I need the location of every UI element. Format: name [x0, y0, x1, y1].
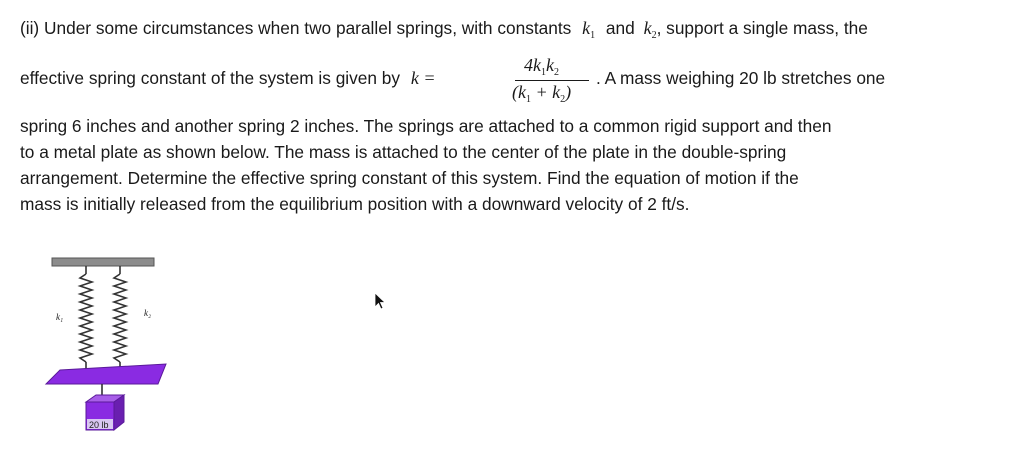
k1-symbol: $k_1$ [582, 18, 596, 41]
spring-mass-diagram [40, 252, 180, 452]
problem-line-3: spring 6 inches and another spring 2 inches. The springs are attached to a common rigid support and then [20, 116, 832, 136]
and-word: and [605, 18, 635, 38]
problem-line-1 [20, 18, 868, 39]
k2-symbol: $k_2$ [643, 18, 657, 41]
rigid-support [52, 258, 154, 266]
k-equals: k = [410, 68, 436, 88]
mass-label: 20 lb [89, 420, 109, 430]
spring-k2 [114, 266, 126, 370]
formula-numerator: $4k_1k_2$ [524, 55, 559, 78]
label-k2: k₂ [144, 308, 152, 318]
problem-line-2 [20, 68, 436, 89]
effective-k-formula [505, 55, 595, 115]
metal-plate [46, 364, 166, 384]
line1-prefix: (ii) Under some circumstances when two parallel springs, with constants [20, 18, 572, 38]
problem-line-4: to a metal plate as shown below. The mass is attached to the center of the plate in the double-spring [20, 142, 787, 162]
formula-denominator: $(k_1 + k_2)$ [512, 82, 572, 105]
mouse-cursor-icon [374, 292, 386, 315]
problem-line-5: arrangement. Determine the effective spring constant of this system. Find the equation of motion if the [20, 168, 799, 188]
fraction-bar [515, 80, 589, 81]
line1-suffix: , support a single mass, the [656, 18, 868, 38]
line2-prefix: effective spring constant of the system is given by [20, 68, 401, 88]
label-k1: k₁ [56, 312, 64, 322]
problem-line-2-suffix: . A mass weighing 20 lb stretches one [596, 68, 886, 88]
problem-line-6: mass is initially released from the equilibrium position with a downward velocity of 2 ft/s. [20, 194, 690, 214]
spring-k1 [80, 266, 92, 370]
